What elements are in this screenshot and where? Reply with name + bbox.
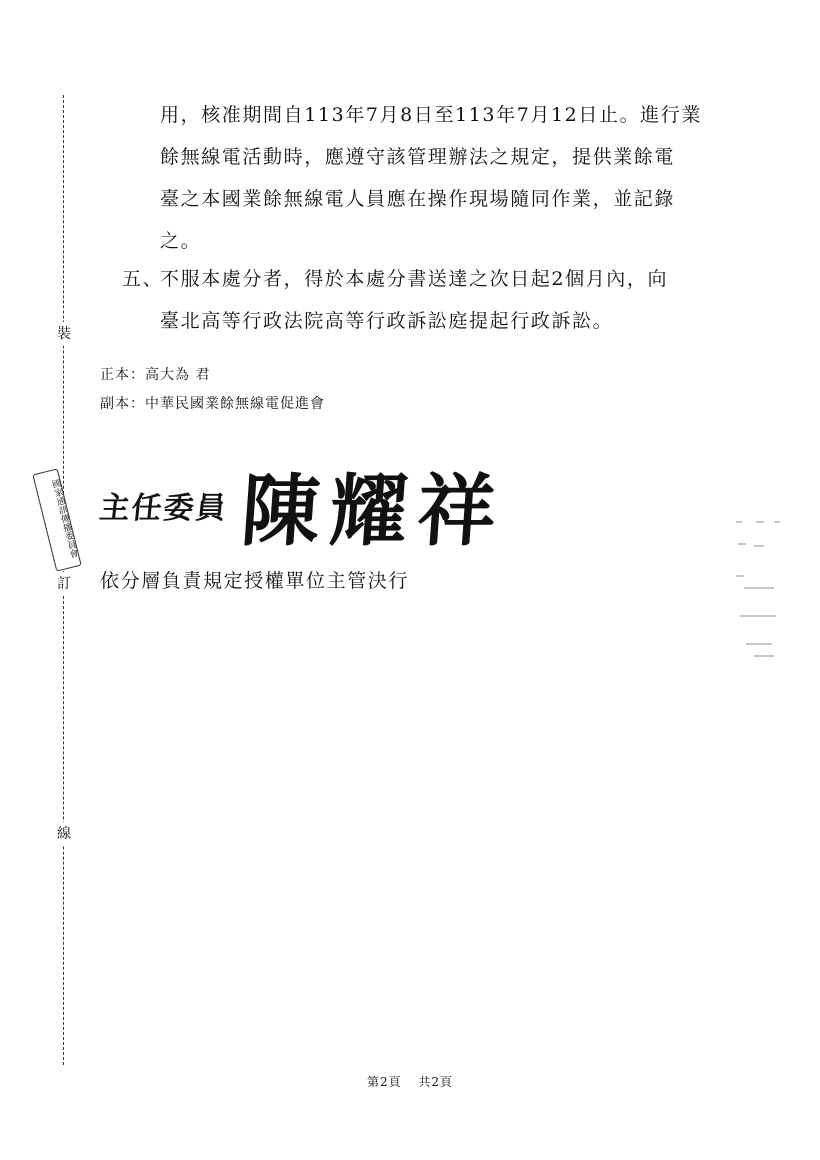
paragraph-continuation: [160, 94, 730, 262]
item-five-line: 臺北高等行政法院高等行政訴訟庭提起行政訴訟。: [160, 310, 614, 332]
paragraph-line: 用，核准期間自113年7月8日至113年7月12日止。進行業: [160, 104, 702, 126]
signature-title: 主任委員: [97, 491, 230, 526]
page-number: 第2頁: [366, 1075, 402, 1089]
authority-note: 依分層負責規定授權單位主管決行: [100, 570, 410, 592]
paragraph-line: 餘無線電活動時，應遵守該管理辦法之規定，提供業餘電: [160, 146, 676, 168]
signature-block: [97, 455, 509, 557]
binding-mark-zhuang: 裝: [54, 322, 74, 346]
seal-text: 國家通訊傳播委員會: [49, 477, 79, 559]
binding-mark-xian: 線: [54, 822, 74, 846]
item-five-number: 五、: [122, 268, 164, 290]
signature-name: 陳耀祥: [238, 467, 509, 557]
page-footer: [0, 1073, 820, 1090]
paragraph-line: 臺之本國業餘無線電人員應在操作現場隨同作業，並記錄: [160, 188, 676, 210]
seal-stamp: [32, 468, 81, 571]
item-five-line: 不服本處分者，得於本處分書送達之次日起2個月內，向: [160, 268, 669, 290]
item-five-text: [160, 258, 730, 342]
duplicate-copy-recipient: 副本：中華民國業餘無線電促進會: [100, 396, 325, 412]
binding-mark-ding: 訂: [54, 572, 74, 596]
paragraph-line: 之。: [160, 230, 202, 252]
original-copy-recipient: 正本：高大為 君: [100, 367, 211, 383]
page-total: 共2頁: [418, 1075, 454, 1089]
scan-artifact: [734, 515, 784, 665]
